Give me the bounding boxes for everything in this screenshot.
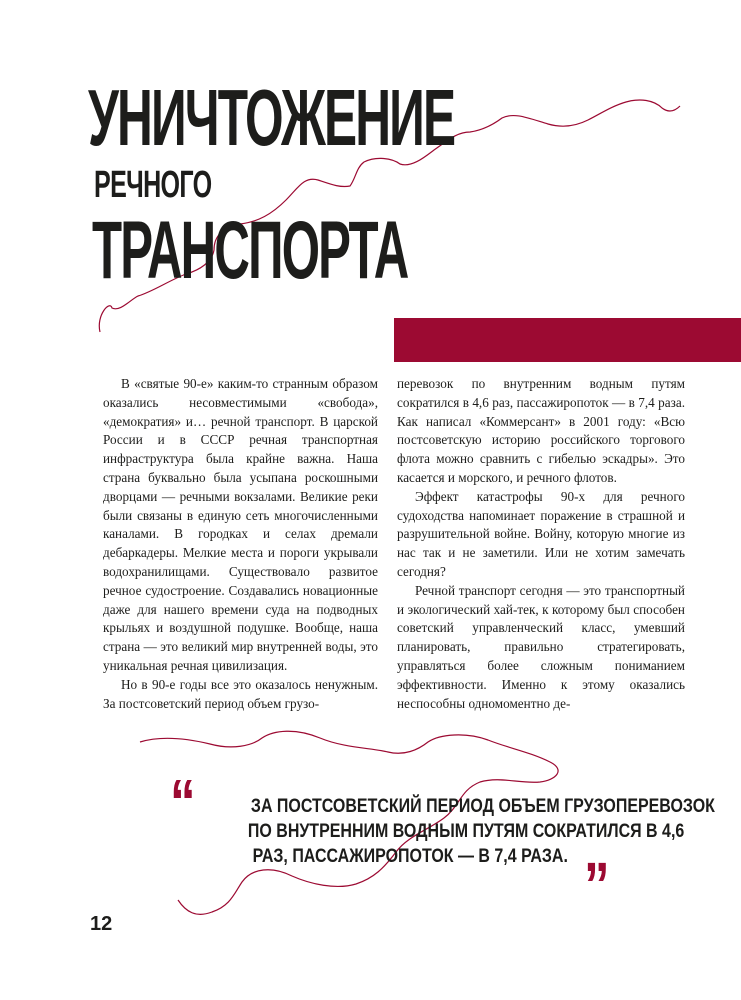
pull-quote	[200, 794, 715, 869]
page-number: 12	[90, 913, 113, 935]
pull-quote-line-1: ЗА ПОСТСОВЕТСКИЙ ПЕРИОД ОБЪЕМ ГРУЗОПЕРЕВОЗОК	[250, 795, 715, 817]
article-paragraph: Эффект катастрофы 90-х для речного судоходства напоминает поражение в страшной и разрушительной войне. Войну, которую многие из нас так и не заметили. Или не хотим замечать сегодня?	[397, 488, 685, 579]
pull-quote-line-3: РАЗ, ПАССАЖИРОПОТОК — В 7,4 РАЗА.	[252, 845, 568, 867]
title-line-2: РЕЧНОГО	[94, 164, 212, 206]
article-paragraph: В «святые 90-е» каким-то странным образом оказались несовместимыми «свобода», «демократия» и… речной транспорт. В царской России и в СССР речная транспортная инфраструктура была крайне важна. Наша страна буквально была усыпана роскошными дворцами — речными вокзалами. Великие реки были связаны в единую сеть многочисленными каналами. В городках и селах дремали дебаркадеры. Мелкие места и пороги укрывали водохранилищами. Существовало развитое речное судостроение. Создавались новационные даже для нашего времени суда на подводных крыльях и воздушной подушке. Вообще, наша страна — это великий мир внутренней воды, это уникальная речная цивилизация.	[103, 376, 378, 673]
accent-bar	[394, 318, 741, 362]
title-line-3: ТРАНСПОРТА	[92, 205, 408, 296]
article-column-left	[103, 375, 378, 713]
article-paragraph-continuation: перевозок по внутренним водным путям сократился в 4,6 раз, пассажиропоток — в 7,4 раза. Как написал «Коммерсант» в 2001 году: «Всю постсоветскую историю российского торгового флота можно сравнить с гибелью эскадры». Это касается и морского, и речного флотов.	[397, 376, 685, 485]
article-column-right	[397, 375, 685, 713]
title-line-1: УНИЧТОЖЕНИЕ	[88, 73, 455, 162]
article-paragraph: Речной транспорт сегодня — это транспортный и экологический хай-тек, к которому был способен советский управленческий класс, умевший планировать, правильно стратегировать, управляться более сложным пониманием эффективности. Именно к этому оказались неспособны одномоментно де-	[397, 582, 685, 711]
article-paragraph: Но в 90-е годы все это оказалось ненужным. За постсоветский период объем грузо-	[103, 676, 378, 711]
pull-quote-line-2: ПО ВНУТРЕННИМ ВОДНЫМ ПУТЯМ СОКРАТИЛСЯ В 4,6	[247, 820, 685, 842]
quote-close-mark-icon: ”	[584, 849, 610, 921]
quote-open-mark-icon: “	[170, 766, 196, 838]
